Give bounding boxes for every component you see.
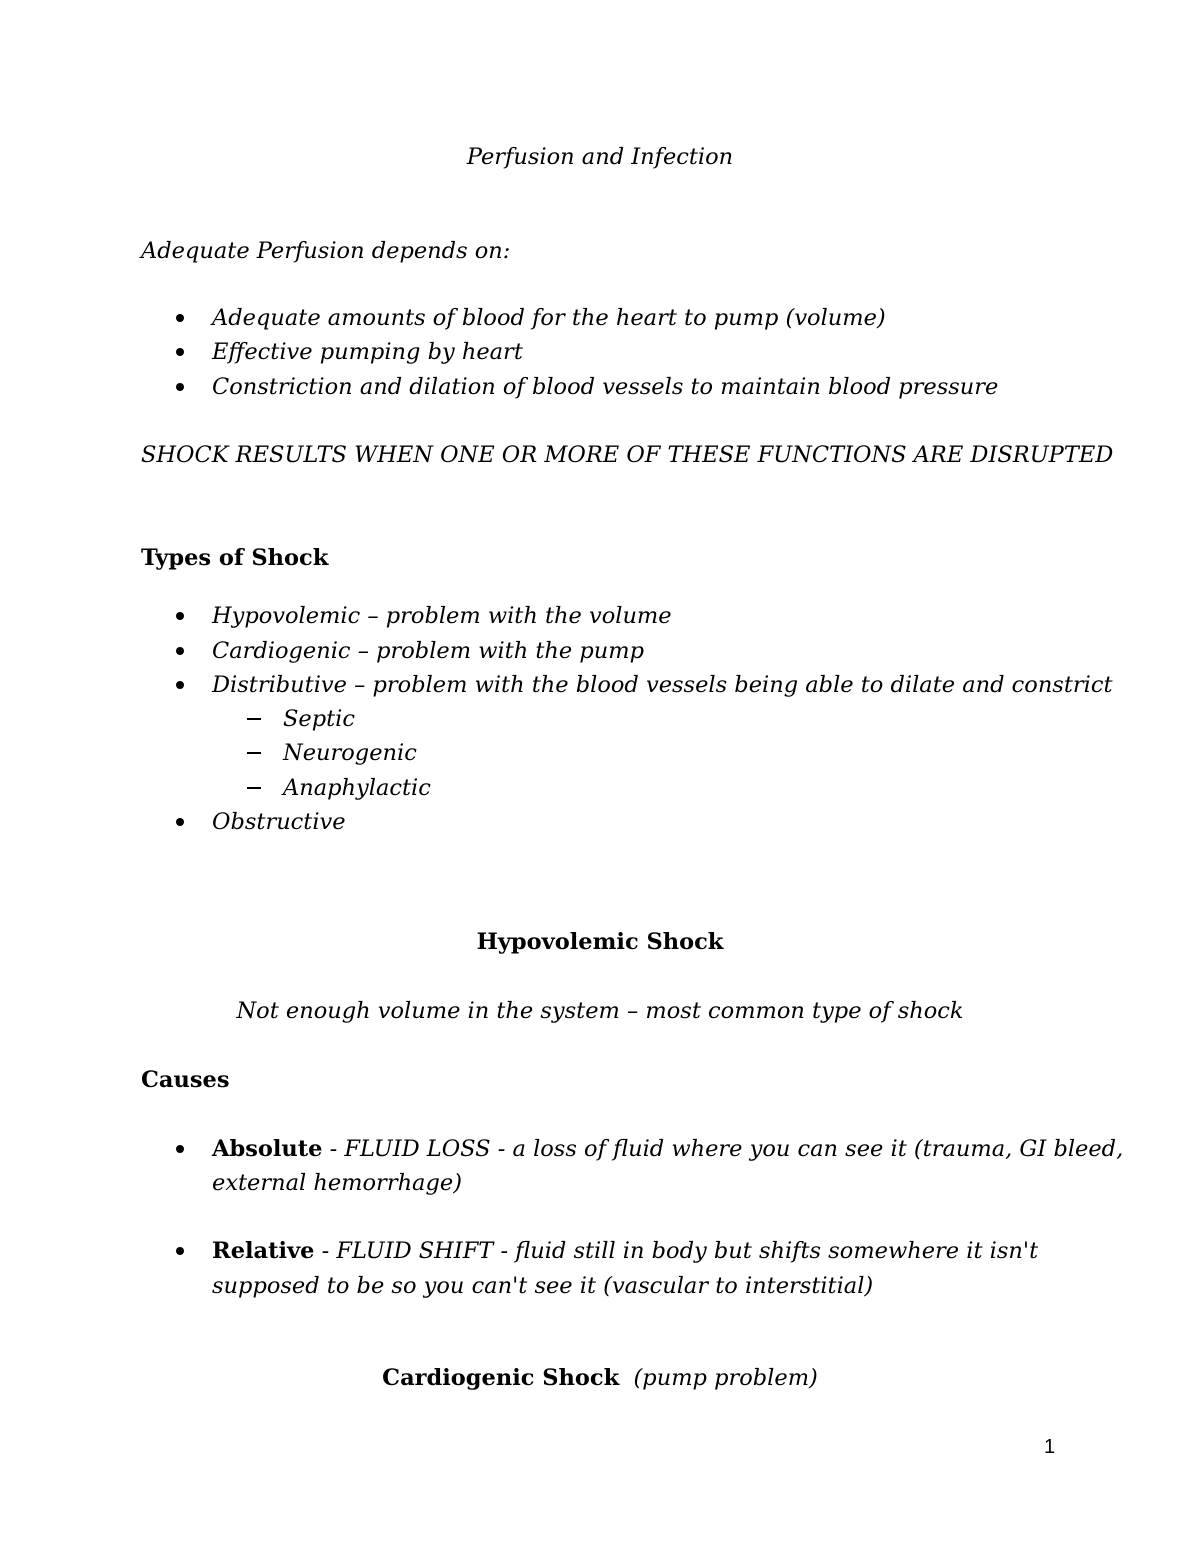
distributive-subtype: Neurogenic	[283, 740, 417, 766]
cause-description-continued: supposed to be so you can't see it (vascular to interstitial)	[212, 1273, 874, 1299]
shock-statement: SHOCK RESULTS WHEN ONE OR MORE OF THESE FUNCTIONS ARE DISRUPTED	[141, 442, 1114, 468]
bullet-icon	[176, 1145, 184, 1153]
dash-icon	[247, 787, 261, 789]
cause-separator: -	[322, 1136, 345, 1162]
perfusion-item: Effective pumping by heart	[212, 339, 523, 365]
shock-type-item: Obstructive	[212, 809, 346, 835]
cause-term: Relative	[212, 1238, 315, 1264]
cause-term: Absolute	[212, 1136, 323, 1162]
perfusion-item: Constriction and dilation of blood vessels to maintain blood pressure	[212, 374, 999, 400]
distributive-subtype: Septic	[283, 706, 355, 732]
bullet-icon	[176, 681, 184, 689]
dash-icon	[247, 718, 261, 720]
bullet-icon	[176, 383, 184, 391]
bullet-icon	[176, 612, 184, 620]
types-of-shock-heading: Types of Shock	[141, 545, 329, 571]
hypovolemic-heading: Hypovolemic Shock	[476, 929, 724, 955]
cause-description: FLUID LOSS - a loss of fluid where you can see it (trauma, GI bleed,	[344, 1136, 1124, 1162]
shock-type-item: Hypovolemic – problem with the volume	[212, 603, 672, 629]
cardiogenic-heading-line	[0, 1363, 1200, 1393]
page-number: 1	[1044, 1436, 1056, 1458]
cause-description-continued: external hemorrhage)	[212, 1170, 462, 1196]
bullet-icon	[176, 818, 184, 826]
cause-description: FLUID SHIFT - fluid still in body but shifts somewhere it isn't	[336, 1238, 1039, 1264]
document-title: Perfusion and Infection	[466, 144, 734, 170]
shock-type-item: Cardiogenic – problem with the pump	[212, 638, 644, 664]
bullet-icon	[176, 1247, 184, 1255]
causes-heading: Causes	[141, 1067, 230, 1093]
shock-type-item: Distributive – problem with the blood vessels being able to dilate and constrict	[212, 672, 1113, 698]
perfusion-item: Adequate amounts of blood for the heart to pump (volume)	[212, 305, 886, 331]
cause-item-absolute	[212, 1134, 1123, 1164]
bullet-icon	[176, 348, 184, 356]
distributive-subtype: Anaphylactic	[283, 775, 431, 801]
bullet-icon	[176, 647, 184, 655]
cause-separator: -	[314, 1238, 337, 1264]
bullet-icon	[176, 314, 184, 322]
hypovolemic-subtitle: Not enough volume in the system – most common type of shock	[236, 998, 964, 1024]
perfusion-heading: Adequate Perfusion depends on:	[141, 238, 511, 264]
cardiogenic-note: (pump problem)	[633, 1365, 818, 1391]
cause-item-relative	[212, 1236, 1038, 1266]
dash-icon	[247, 752, 261, 754]
cardiogenic-heading: Cardiogenic Shock	[382, 1365, 620, 1391]
